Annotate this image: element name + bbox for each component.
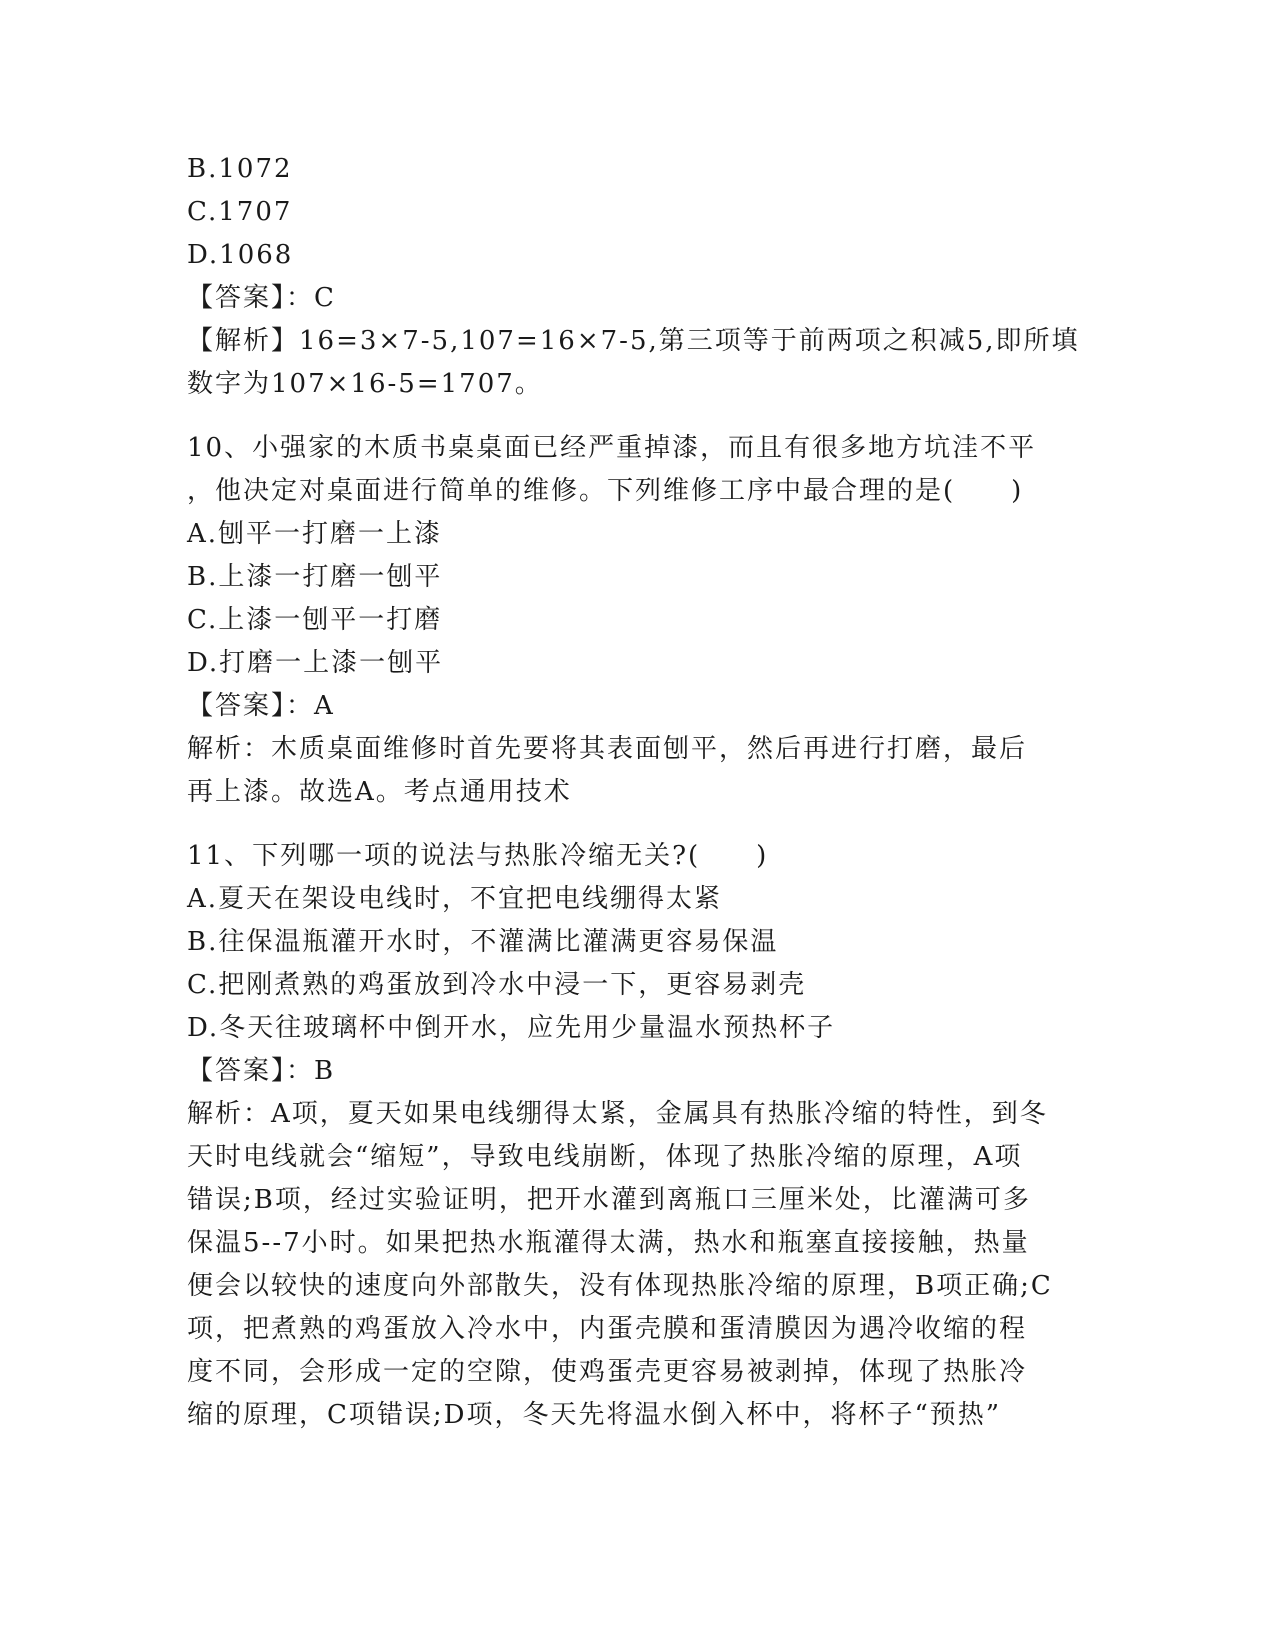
q10-option-b: B.上漆一打磨一刨平 [187, 562, 443, 592]
q11-option-c: C.把刚煮熟的鸡蛋放到冷水中浸一下，更容易剥壳 [187, 970, 807, 1000]
q9-analysis-line-2: 数字为107×16-5=1707。 [187, 369, 543, 399]
section-gap [187, 814, 1087, 835]
q11-analysis-line-4: 保温5--7小时。如果把热水瓶灌得太满，热水和瓶塞直接接触，热量 [187, 1228, 1030, 1258]
q11-analysis-line-3: 错误;B项，经过实验证明，把开水灌到离瓶口三厘米处，比灌满可多 [187, 1185, 1031, 1215]
q11-analysis-line-7: 度不同，会形成一定的空隙，使鸡蛋壳更容易被剥掉，体现了热胀冷 [187, 1357, 1028, 1387]
q11-option-a: A.夏天在架设电线时，不宜把电线绷得太紧 [187, 884, 723, 914]
q11-analysis-line-6: 项，把煮熟的鸡蛋放入冷水中，内蛋壳膜和蛋清膜因为遇冷收缩的程 [187, 1314, 1028, 1344]
question-9-block [187, 148, 1087, 406]
q10-option-d: D.打磨一上漆一刨平 [187, 648, 444, 678]
page-content [187, 148, 1087, 1437]
q10-analysis-line-1: 解析：木质桌面维修时首先要将其表面刨平，然后再进行打磨，最后 [187, 734, 1028, 764]
q11-option-b: B.往保温瓶灌开水时，不灌满比灌满更容易保温 [187, 927, 779, 957]
q10-option-a: A.刨平一打磨一上漆 [187, 519, 443, 549]
question-10-block [187, 427, 1087, 814]
q10-answer: 【答案】：A [187, 691, 335, 721]
q10-question-line-2: ，他决定对桌面进行简单的维修。下列维修工序中最合理的是( ) [187, 476, 1024, 506]
question-11-block [187, 835, 1087, 1437]
q11-answer: 【答案】：B [187, 1056, 336, 1086]
q11-option-d: D.冬天往玻璃杯中倒开水，应先用少量温水预热杯子 [187, 1013, 836, 1043]
q10-option-c: C.上漆一刨平一打磨 [187, 605, 443, 635]
q10-analysis-line-2: 再上漆。故选A。考点通用技术 [187, 777, 572, 807]
q11-analysis-line-1: 解析：A项，夏天如果电线绷得太紧，金属具有热胀冷缩的特性，到冬 [187, 1099, 1048, 1129]
q11-analysis-line-5: 便会以较快的速度向外部散失，没有体现热胀冷缩的原理，B项正确;C [187, 1271, 1053, 1301]
q11-analysis-line-8: 缩的原理，C项错误;D项，冬天先将温水倒入杯中，将杯子“预热” [187, 1400, 1002, 1430]
q9-option-b: B.1072 [187, 154, 293, 184]
section-gap [187, 406, 1087, 427]
q9-option-d: D.1068 [187, 240, 294, 270]
q11-analysis-line-2: 天时电线就会“缩短”，导致电线崩断，体现了热胀冷缩的原理，A项 [187, 1142, 1023, 1172]
q9-answer: 【答案】：C [187, 283, 336, 313]
q9-analysis-line-1: 【解析】16=3×7-5,107=16×7-5,第三项等于前两项之积减5,即所填 [187, 326, 1080, 356]
q10-question-line-1: 10、小强家的木质书桌桌面已经严重掉漆，而且有很多地方坑洼不平 [187, 433, 1037, 463]
q11-question-line-1: 11、下列哪一项的说法与热胀冷缩无关?( ) [187, 841, 769, 871]
q9-option-c: C.1707 [187, 197, 293, 227]
